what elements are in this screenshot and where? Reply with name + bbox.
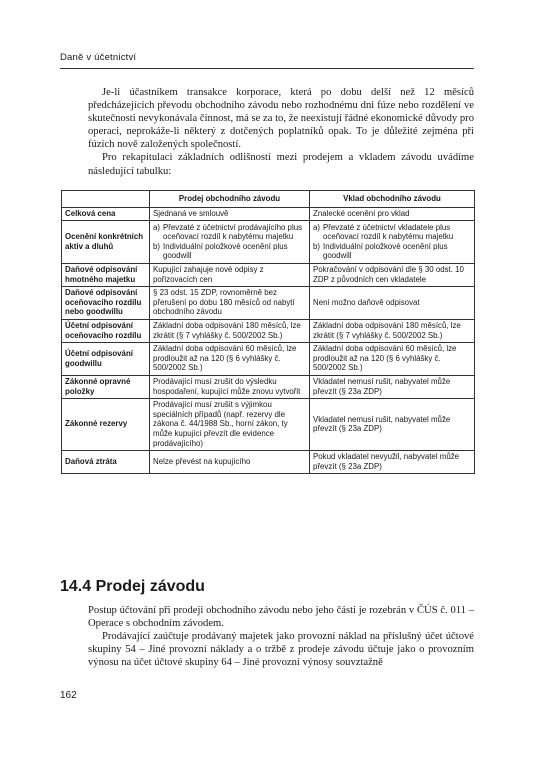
row-label: Daňová ztráta [62, 450, 150, 473]
comparison-table-wrap [61, 190, 474, 474]
header-rule [60, 68, 474, 69]
row-label: Daňové odpisování oceňovacího rozdílu nebo goodwillu [62, 286, 150, 319]
vklad-cell: Znalecké ocenění pro vklad [310, 207, 475, 221]
intro-paragraph-2: Pro rekapitulaci základních odlišností mezi prodejem a vkladem závodu uvádíme následující tabulku: [88, 152, 474, 177]
list-item [313, 223, 471, 242]
vklad-cell: Základní doba odpisování 60 měsíců, lze prodloužit až na 120 (§ 6 vyhlášky č. 500/2002 Sb.) [310, 342, 475, 375]
prodej-cell: Základní doba odpisování 180 měsíců, lze zkrátit (§ 7 vyhlášky č. 500/2002 Sb.) [150, 319, 310, 342]
list-text: Individuální položkové ocenění plus goodwill [163, 241, 288, 261]
row-label: Zákonné rezervy [62, 398, 150, 450]
table-header-empty [62, 191, 150, 208]
prodej-cell: Nelze převést na kupujícího [150, 450, 310, 473]
prodej-cell: § 23 odst. 15 ZDP, rovnoměrně bez přerušení po dobu 180 měsíců od nabytí obchodního závodu [150, 286, 310, 319]
list-item [153, 242, 306, 261]
vklad-cell [310, 221, 475, 263]
table-row [62, 286, 475, 319]
row-label: Účetní odpisování oceňovacího rozdílu [62, 319, 150, 342]
prodej-cell: Sjednaná ve smlouvě [150, 207, 310, 221]
section-paragraph-1: Postup účtování při prodeji obchodního závodu nebo jeho části je rozebrán v ČÚS č. 011 – Operace s obchodním závodem. [88, 605, 474, 630]
vklad-cell: Vkladatel nemusí rušit, nabyvatel může převzít (§ 23a ZDP) [310, 398, 475, 450]
vklad-cell: Vkladatel nemusí rušit, nabyvatel může převzít (§ 23a ZDP) [310, 375, 475, 398]
list-marker: a) [153, 222, 161, 232]
comparison-table [61, 190, 475, 474]
list-item [313, 242, 471, 261]
table-row [62, 319, 475, 342]
vklad-cell: Pokud vkladatel nevyužil, nabyvatel může převzít (§ 23a ZDP) [310, 450, 475, 473]
table-header-row [62, 191, 475, 208]
vklad-list [313, 223, 471, 261]
section-text [88, 604, 474, 669]
row-label: Celková cena [62, 207, 150, 221]
table-row [62, 221, 475, 263]
page-number: 162 [60, 690, 77, 701]
table-row [62, 450, 475, 473]
table-row [62, 398, 475, 450]
section-title: 14.4 Prodej závodu [60, 578, 205, 595]
list-text: Převzaté z účetnictví vkladatele plus oceňovací rozdíl k nabytému majetku [323, 222, 454, 242]
vklad-cell: Základní doba odpisování 180 měsíců, lze zkrátit (§ 7 vyhlášky č. 500/2002 Sb.) [310, 319, 475, 342]
row-label: Zákonné opravné položky [62, 375, 150, 398]
intro-paragraph-1: Je-li účastníkem transakce korporace, která po dobu delší než 12 měsíců předcházejících převodu obchodního závodu nebo rozhodnému dni fúze nebo rozdělení ve skutečnosti nevykonávala činnost, má se za to, že neexistují řádné ekonomické důvody pro operaci, neprokáže-li některý z dotčených poplatníků opak. To je důležité zejména při fúzích nově založených společností. [88, 87, 474, 151]
list-text: Individuální položkové ocenění plus goodwill [323, 241, 448, 261]
section-paragraph-2: Prodávající zaúčtuje prodávaný majetek jako provozní náklad na příslušný účet účtové skupiny 54 – Jiné provozní náklady a o tržbě z prodeje závodu účtuje jako o provozním výnosu na účet účtové skupiny 64 – Jiné provozní výnosy souvztažně [88, 631, 474, 669]
prodej-cell: Prodávající musí zrušit s výjimkou speciálních případů (např. rezervy dle zákona č. 44/1988 Sb., horní zákon, ty může kupující převzít dle evidence prodávajícího) [150, 398, 310, 450]
intro-text [88, 86, 474, 178]
list-marker: a) [313, 222, 321, 232]
row-label: Daňové odpisování hmotného majetku [62, 263, 150, 286]
list-text: Převzaté z účetnictví prodávajícího plus oceňovací rozdíl k nabytému majetku [163, 222, 303, 242]
prodej-cell: Prodávající musí zrušit do výsledku hospodaření, kupující může znovu vytvořit [150, 375, 310, 398]
list-marker: b) [153, 241, 161, 251]
list-item [153, 223, 306, 242]
table-row [62, 342, 475, 375]
prodej-cell [150, 221, 310, 263]
vklad-cell: Není možno daňově odpisovat [310, 286, 475, 319]
prodej-cell: Základní doba odpisování 60 měsíců, lze prodloužit až na 120 (§ 6 vyhlášky č. 500/2002 Sb.) [150, 342, 310, 375]
row-label: Účetní odpisování goodwillu [62, 342, 150, 375]
row-label: Ocenění konkrétních aktiv a dluhů [62, 221, 150, 263]
table-row [62, 207, 475, 221]
running-header: Daně v účetnictví [60, 52, 137, 63]
vklad-cell: Pokračování v odpisování dle § 30 odst. 10 ZDP z původních cen vkladatele [310, 263, 475, 286]
table-header-prodej: Prodej obchodního závodu [150, 191, 310, 208]
table-row [62, 375, 475, 398]
prodej-cell: Kupující zahajuje nové odpisy z pořizovacích cen [150, 263, 310, 286]
table-row [62, 263, 475, 286]
table-header-vklad: Vklad obchodního závodu [310, 191, 475, 208]
prodej-list [153, 223, 306, 261]
list-marker: b) [313, 241, 321, 251]
